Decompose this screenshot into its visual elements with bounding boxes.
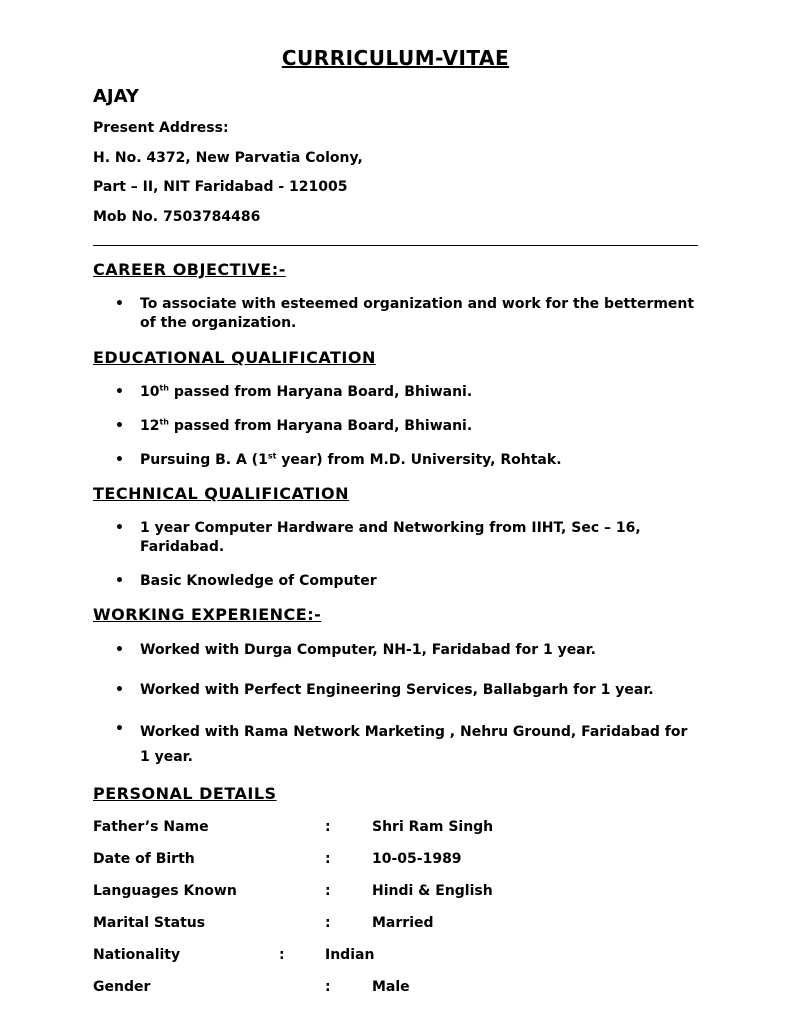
document-title: CURRICULUM-VITAE — [281, 46, 510, 70]
address-line-1: H. No. 4372, New Parvatia Colony, — [93, 150, 363, 166]
list-item-technical: 1 year Computer Hardware and Networking from IIHT, Sec – 16, Faridabad. — [140, 520, 641, 555]
list-item-education: Pursuing B. A (1st year) from M.D. University, Rohtak. — [140, 451, 562, 468]
bullet-icon: • — [115, 520, 124, 536]
bullet-icon: • — [115, 452, 124, 468]
section-heading-technical: TECHNICAL QUALIFICATION — [93, 484, 349, 503]
detail-value-languages: Hindi & English — [372, 883, 493, 899]
detail-label-languages: Languages Known — [93, 883, 237, 899]
detail-separator: : — [325, 883, 331, 899]
candidate-name: AJAY — [93, 86, 139, 107]
header-divider — [93, 245, 698, 246]
detail-value-fathers-name: Shri Ram Singh — [372, 819, 494, 835]
bullet-icon: • — [115, 721, 124, 737]
bullet-icon: • — [115, 682, 124, 698]
list-item-experience: Worked with Perfect Engineering Services, Ballabgarh for 1 year. — [140, 682, 654, 698]
detail-value-gender: Male — [372, 979, 410, 995]
list-item-technical: Basic Knowledge of Computer — [140, 573, 377, 589]
detail-label-fathers-name: Father’s Name — [93, 819, 209, 835]
list-item-experience: Worked with Rama Network Marketing , Nehru Ground, Faridabad for 1 year. — [140, 724, 688, 765]
detail-value-date-of-birth: 10-05-1989 — [372, 851, 462, 867]
detail-separator: : — [325, 819, 331, 835]
mobile-number: Mob No. 7503784486 — [93, 209, 261, 225]
detail-separator: : — [325, 915, 331, 931]
detail-label-nationality: Nationality — [93, 947, 181, 963]
detail-value-marital-status: Married — [372, 915, 434, 931]
detail-label-marital-status: Marital Status — [93, 915, 206, 931]
section-heading-personal: PERSONAL DETAILS — [93, 784, 277, 803]
section-heading-education: EDUCATIONAL QUALIFICATION — [93, 348, 376, 367]
list-item-experience: Worked with Durga Computer, NH-1, Faridabad for 1 year. — [140, 642, 596, 658]
detail-value-nationality: Indian — [325, 947, 375, 963]
detail-separator: : — [325, 851, 331, 867]
address-line-2: Part – II, NIT Faridabad - 121005 — [93, 179, 348, 195]
bullet-icon: • — [115, 296, 124, 312]
address-label: Present Address: — [93, 120, 229, 136]
list-item-objective: To associate with esteemed organization and work for the betterment of the organization. — [140, 296, 695, 331]
section-heading-experience: WORKING EXPERIENCE:- — [93, 605, 322, 624]
detail-separator: : — [325, 979, 331, 995]
detail-separator: : — [279, 947, 285, 963]
bullet-icon: • — [115, 642, 124, 658]
detail-label-gender: Gender — [93, 979, 151, 995]
bullet-icon: • — [115, 573, 124, 589]
list-item-education: 10th passed from Haryana Board, Bhiwani. — [140, 383, 473, 400]
list-item-education: 12th passed from Haryana Board, Bhiwani. — [140, 417, 473, 434]
bullet-icon: • — [115, 418, 124, 434]
bullet-icon: • — [115, 384, 124, 400]
detail-label-date-of-birth: Date of Birth — [93, 851, 195, 867]
section-heading-career-objective: CAREER OBJECTIVE:- — [93, 260, 286, 279]
